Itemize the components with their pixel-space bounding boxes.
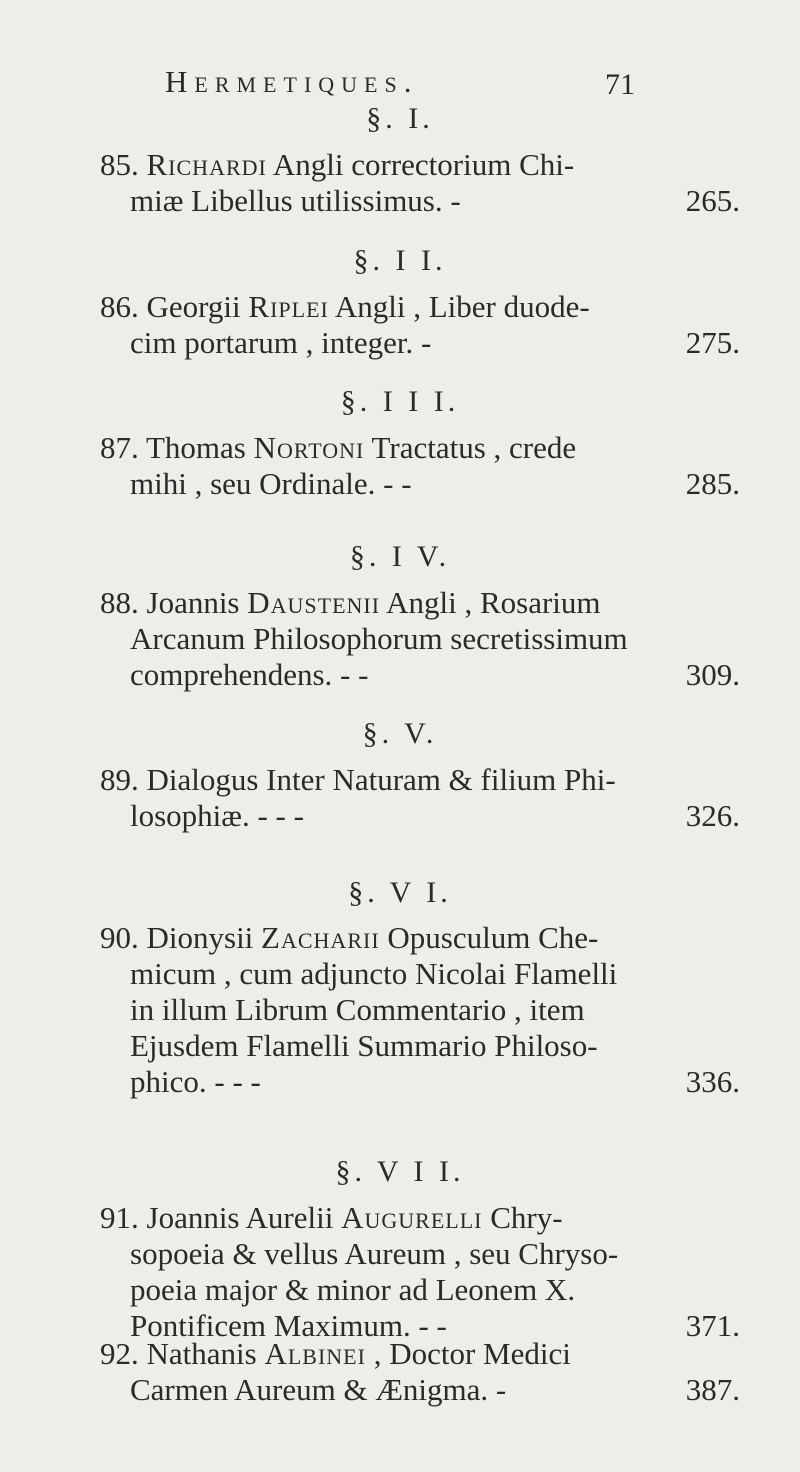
entry-line: [100, 289, 740, 325]
entry-line: [100, 1336, 740, 1372]
entry-text: Angli , Rosarium: [380, 585, 601, 620]
entry-text: Pontificem Maximum. - -: [130, 1308, 447, 1343]
author-name: Riplei: [248, 289, 329, 324]
page-reference: 285.: [685, 466, 740, 501]
entry-text: losophiæ. - - -: [130, 798, 304, 833]
entry-text: comprehendens. - -: [130, 657, 369, 692]
page-reference: 275.: [685, 325, 740, 360]
page-reference: 336.: [685, 1064, 740, 1099]
entry-text: Angli correctorium Chi-: [266, 147, 575, 182]
entry-line: [100, 466, 740, 502]
page-reference: 387.: [685, 1372, 740, 1407]
entry-text: 85.: [100, 147, 147, 182]
author-name: Nortoni: [253, 430, 365, 465]
section-mark: §. V.: [362, 717, 438, 750]
catalog-entry: [100, 762, 740, 834]
catalog-entry: [100, 147, 740, 219]
page-header: [165, 64, 635, 104]
entry-text: mihi , seu Ordinale. - -: [130, 466, 412, 501]
catalog-entry: [100, 1336, 740, 1408]
catalog-entry: [100, 289, 740, 361]
entry-text: Tractatus , crede: [364, 430, 577, 465]
entry-text: micum , cum adjuncto Nicolai Flamelli: [130, 956, 618, 991]
entry-line: [100, 992, 740, 1028]
entry-text: poeia major & minor ad Leonem X.: [130, 1272, 576, 1307]
entry-text: phico. - - -: [130, 1064, 261, 1099]
entry-line: [100, 1236, 740, 1272]
entry-text: sopoeia & vellus Aureum , seu Chryso-: [130, 1236, 619, 1271]
entry-text: Chry-: [482, 1200, 563, 1235]
entry-text: 90. Dionysii: [100, 920, 262, 955]
author-name: Daustenii: [247, 585, 381, 620]
section-mark: §. V I.: [348, 876, 452, 909]
section-mark: §. V I I.: [335, 1155, 465, 1188]
entry-line: [100, 183, 740, 219]
entry-text: 86. Georgii: [100, 289, 249, 324]
entry-text: , Doctor Medici: [365, 1336, 571, 1371]
entry-line: [100, 1372, 740, 1408]
entry-text: 88. Joannis: [100, 585, 248, 620]
entry-text: 89. Dialogus Inter Naturam & filium Phi-: [100, 762, 616, 797]
entry-line: [100, 325, 740, 361]
section-mark: §. I I I.: [340, 385, 460, 418]
section-mark: §. I V.: [349, 540, 451, 573]
entry-text: Angli , Liber duode-: [328, 289, 590, 324]
running-title: Hermetiques.: [165, 64, 419, 99]
page-reference: 371.: [685, 1308, 740, 1343]
page-reference: 326.: [685, 798, 740, 833]
entry-line: [100, 657, 740, 693]
catalog-entry: [100, 920, 740, 1100]
author-name: Zacharii: [261, 920, 380, 955]
entry-text: in illum Librum Commentario , item: [130, 992, 585, 1027]
entry-text: Opusculum Che-: [379, 920, 599, 955]
entry-text: Ejusdem Flamelli Summario Philoso-: [130, 1028, 598, 1063]
entry-line: [100, 1200, 740, 1236]
catalog-entry: [100, 1200, 740, 1344]
page-number: 71: [605, 68, 635, 101]
entry-line: [100, 956, 740, 992]
entry-text: 87. Thomas: [100, 430, 254, 465]
entry-line: [100, 430, 740, 466]
catalog-entry: [100, 585, 740, 693]
entry-text: 91. Joannis Aurelii: [100, 1200, 342, 1235]
entry-line: [100, 762, 740, 798]
entry-line: [100, 585, 740, 621]
entry-text: 92. Nathanis: [100, 1336, 265, 1371]
entry-line: [100, 621, 740, 657]
entry-line: [100, 147, 740, 183]
entry-text: cim portarum , integer. -: [130, 325, 432, 360]
entry-text: miæ Libellus utilissimus. -: [130, 183, 461, 218]
entry-line: [100, 798, 740, 834]
author-name: Albinei: [264, 1336, 366, 1371]
entry-line: [100, 920, 740, 956]
entry-line: [100, 1028, 740, 1064]
section-mark: §. I.: [366, 102, 434, 135]
section-mark: §. I I.: [353, 244, 447, 277]
page-reference: 265.: [685, 183, 740, 218]
entry-text: Arcanum Philosophorum secretissimum: [130, 621, 628, 656]
page-reference: 309.: [685, 657, 740, 692]
author-name: Richardi: [146, 147, 267, 182]
author-name: Augurelli: [341, 1200, 483, 1235]
entry-line: [100, 1064, 740, 1100]
entry-line: [100, 1272, 740, 1308]
catalog-entry: [100, 430, 740, 502]
entry-text: Carmen Aureum & Ænigma. -: [130, 1372, 507, 1407]
